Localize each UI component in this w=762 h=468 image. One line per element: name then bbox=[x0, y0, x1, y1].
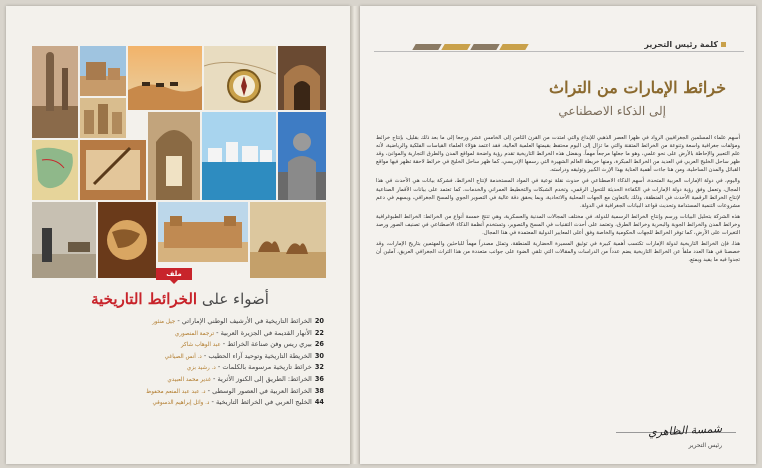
right-page bbox=[360, 6, 756, 464]
paragraph: أسهم علماء المسلمين الجغرافيين الرواد في ظهرا العصر الذهبي للإبداع والتي امتدت من القرن الثامن إلى الخامس عشر ورجعا إلى ما بعد ذلك بقليل، بإنتاج خرائط ومؤلفات جغرافية واسعة وتنوعة من الخرائط المتقنة والتي ما تزال إلى اليوم محتفظ بقيمتها العلمية العالية، فقد اعتمد هؤلاء العلماء القياسات الفلكية والرياضية، لأنه علم التعبير والإحاطة بالأرض على نحو علمي، وهو ما جعلها مرجعاً مهماً. وبفضل هذه الخرائط التاريخية تقدم رؤية واضحة لمواقع المدن والطرق التجارية والموانئ، وقد ظهر ساحل الخليج العربي في العديد من الخرائط المبكرة، ومنها خريطة العالم الشهيرة التي رسمها الإدريسي، كما ظهر ساحل الخليج في خرائط لاحقة تظهر فيها مواقع القبائل والمدن الساحلية، ومن هنا جاءت أهمية العناية بهذا الإرث الكبير وتوثيقه ودراسته. bbox=[376, 135, 740, 174]
paragraph: هذا، فإن الخرائط التاريخية لدولة الإمارات تكتسب أهمية كبيرة في توثيق المسيرة الحضارية للمنطقة، وتمثل مصدراً مهماً للباحثين والمهتمين بتاريخ الإمارات، وقد خصصنا في هذا العدد ملفاً عن الخرائط التاريخية يضم عدداً من الدراسات والمقالات التي تلقي الضوء على جوانب متعددة من هذا التراث الجغرافي العريق، آملين أن تجدوا فيه ما يفيد ويمتع. bbox=[376, 241, 740, 264]
minaret-photo bbox=[32, 46, 78, 138]
globe-photo bbox=[98, 202, 156, 278]
arch-room-photo bbox=[148, 112, 200, 200]
desert-caravan-photo bbox=[128, 46, 202, 110]
toc-item[interactable]: 26بيري ريس وفن صناعة الخرائط - عبد الوهاب شاكر bbox=[180, 340, 324, 349]
page-spine bbox=[350, 6, 360, 464]
article-subtitle: إلى الذكاء الاصطناعي bbox=[558, 104, 666, 118]
article-title: خرائط الإمارات من التراث bbox=[549, 78, 726, 97]
toc-item[interactable]: 32خرائط تاريخية مرسومة بالكلمات - د. رشيد بزي bbox=[186, 363, 324, 372]
photo-collage bbox=[32, 46, 326, 278]
square-icon bbox=[721, 42, 726, 47]
old-map-photo bbox=[32, 140, 78, 200]
left-page bbox=[6, 6, 350, 464]
toc-item[interactable]: 38الخرائط العربية في العصور الوسطى - د. عبد عبد المنعم محفوظ bbox=[146, 386, 324, 395]
toc-item[interactable]: 22الأنهار القديمة في الجزيرة العربية - ترجمة المنصوري bbox=[174, 328, 324, 337]
desert-nomad-photo bbox=[32, 202, 96, 278]
fortress-wall-photo bbox=[158, 202, 248, 262]
title-accent: الخرائط التاريخية bbox=[91, 290, 198, 308]
camels-photo bbox=[250, 202, 326, 278]
scholar-statue-photo bbox=[278, 112, 326, 200]
section-label: كلمة رئيس التحرير bbox=[640, 40, 730, 49]
title-prefix: أضواء على bbox=[197, 290, 269, 308]
ruins-photo bbox=[80, 98, 126, 138]
compass-map-photo bbox=[204, 46, 276, 110]
paragraph: واليوم، في دولة الإمارات العربية المتحدة، أسهم الذكاء الاصطناعي في حدوث نقلة نوعية في المواد المستخدمة لإنتاج الخرائط، فشركة بيانات هي الأحدث في هذا المجال، وتعمل وفق رؤية دولة الإمارات في الكفاءة الحديثة للتحول الرقمي، وتخدم الشبكات والتخطيط العمراني والخدمات، كما تعتمد على بيانات الأقمار الصناعية لإنتاج الخرائط الرقمية الأحدث في المنطقة، وذلك بالتعاون مع الجهات المحلية والاتحادية، وبما يحقق دقة عالية في التصوير الجوي والمسح الجغرافي، ويسهم في دعم مشروعات التنمية المستدامة وتحديث قواعد البيانات الجغرافية في الدولة. bbox=[376, 178, 740, 209]
toc-item[interactable]: 30الخريطة التاريخية وتوحيد آراء الحطيب - د. أنس الصياغي bbox=[164, 351, 324, 360]
editor-signature: شمسة الظاهري bbox=[647, 422, 723, 439]
paragraph: هذه الشركة بتحليل البيانات ورسم وإنتاج الخرائط الرسمية للدولة، في مختلف المجالات المدنية والعسكرية، وهي تنتج خمسة أنواع من الخرائط: الخرائط الطبوغرافية وخرائط المدن والخرائط الجوية والبحرية وخرائط الطرق، وتعتمد على أحدث التقنيات في المسح والتصوير، وتستخدم أنظمة الذكاء الاصطناعي في تصنيف الصور ورصد التغيرات على الأرض، كما توفر الخرائط للجهات الحكومية والخاصة وفق أعلى المعايير الدولية المعتمدة في هذا المجال. bbox=[376, 213, 740, 237]
editor-role: رئيس التحرير bbox=[688, 442, 722, 449]
writing-quill-photo bbox=[80, 140, 146, 200]
coastal-city-photo bbox=[202, 112, 276, 200]
mosque-photo bbox=[278, 46, 326, 110]
toc-item[interactable]: 36الخرائط: الطريق إلى الكنوز الأثرية - غدير محمد العبيدي bbox=[167, 374, 324, 383]
article-body bbox=[376, 134, 740, 267]
fort-photo bbox=[80, 46, 126, 96]
left-page-title bbox=[30, 290, 330, 308]
header-stripes bbox=[414, 44, 527, 50]
toc-item[interactable]: 44الخليج العربي في الخرائط التاريخية - د. وائل إبراهيم الدسوقي bbox=[152, 398, 324, 407]
toc-item[interactable]: 20الخرائط التاريخية في الأرشيف الوطني الإماراتي - جيل منثور bbox=[152, 317, 324, 325]
file-ribbon: ملف bbox=[156, 268, 192, 280]
table-of-contents bbox=[34, 316, 324, 409]
